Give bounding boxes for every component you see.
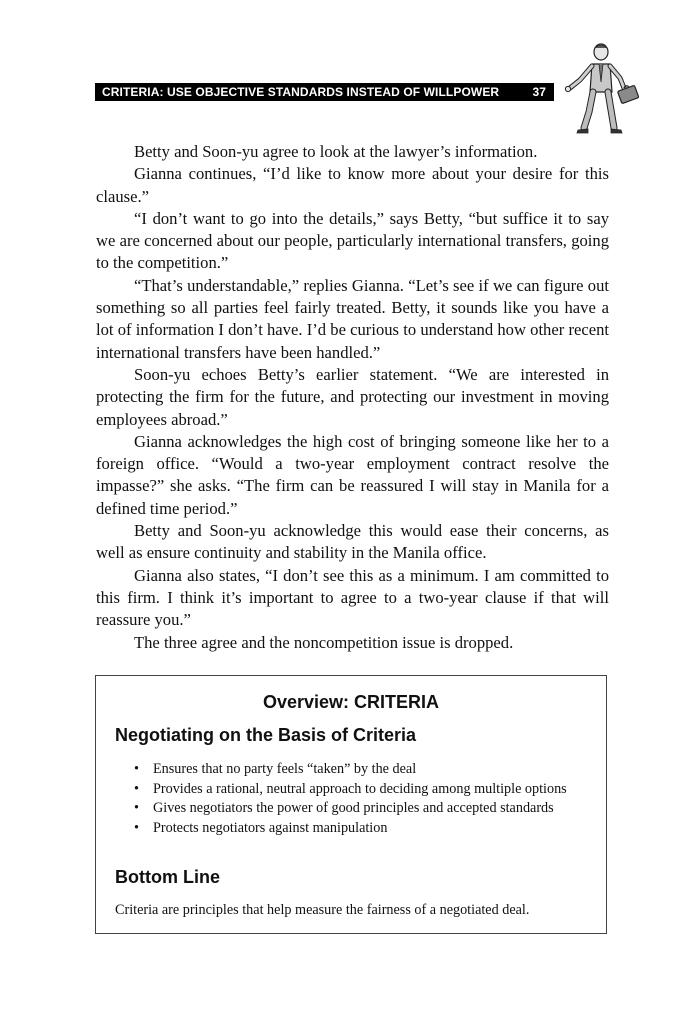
- overview-bullet-list: [132, 760, 567, 838]
- page-number: 37: [532, 85, 546, 99]
- paragraph: Betty and Soon-yu agree to look at the lawyer’s information.: [134, 142, 538, 161]
- bottom-line-heading: Bottom Line: [115, 867, 220, 887]
- list-item-text: Ensures that no party feels “taken” by the deal: [153, 761, 417, 777]
- paragraph: “I don’t want to go into the details,” says Betty, “but suffice it to say we are concerned about our people, particularly international transfers, going to the competition.”: [96, 208, 609, 273]
- running-title: CRITERIA: USE OBJECTIVE STANDARDS INSTEAD OF WILLPOWER: [102, 85, 500, 99]
- paragraph: Soon-yu echoes Betty’s earlier statement. “We are interested in protecting the firm for the future, and protecting our investment in moving employees abroad.”: [96, 364, 609, 429]
- bottom-line-text: Criteria are principles that help measure the fairness of a negotiated deal.: [115, 902, 530, 918]
- paragraph: The three agree and the noncompetition issue is dropped.: [134, 632, 514, 652]
- bullet-icon: •: [134, 819, 139, 836]
- overview-subtitle: Negotiating on the Basis of Criteria: [115, 725, 417, 745]
- list-item: [132, 780, 567, 800]
- paragraph: “That’s understandable,” replies Gianna. “Let’s see if we can figure out something so all parties feel fairly treated. Betty, it sounds like you have a lot of information I don’t have. I’d be curious to understand how other recent international transfers have been handled.”: [96, 275, 609, 362]
- paragraph: Gianna also states, “I don’t see this as a minimum. I am committed to this firm. I think it’s important to agree to a two-year clause if that will reassure you.”: [96, 565, 609, 630]
- list-item: [132, 799, 567, 819]
- list-item: [132, 760, 567, 780]
- overview-box: [95, 675, 607, 934]
- paragraph: Betty and Soon-yu acknowledge this would ease their concerns, as well as ensure continuity and stability in the Manila office.: [96, 521, 609, 563]
- paragraph: Gianna acknowledges the high cost of bringing someone like her to a foreign office. “Would a two-year employment contract resolve the impasse?” she asks. “The firm can be reassured I will stay in Manila for a defined time period.”: [96, 431, 609, 518]
- bullet-icon: •: [134, 761, 139, 777]
- paragraph: Gianna continues, “I’d like to know more about your desire for this clause.”: [96, 164, 609, 206]
- list-item-text: Provides a rational, neutral approach to deciding among multiple options: [153, 780, 567, 797]
- list-item-text: Protects negotiators against manipulation: [153, 819, 388, 836]
- bullet-icon: •: [134, 780, 139, 797]
- body-text: [96, 141, 609, 654]
- running-header: [95, 83, 554, 101]
- overview-title: Overview: CRITERIA: [262, 692, 440, 712]
- list-item-text: Gives negotiators the power of good principles and accepted standards: [153, 800, 554, 816]
- list-item: [132, 819, 567, 839]
- bullet-icon: •: [134, 800, 139, 816]
- businessman-with-briefcase-illustration: [562, 38, 642, 136]
